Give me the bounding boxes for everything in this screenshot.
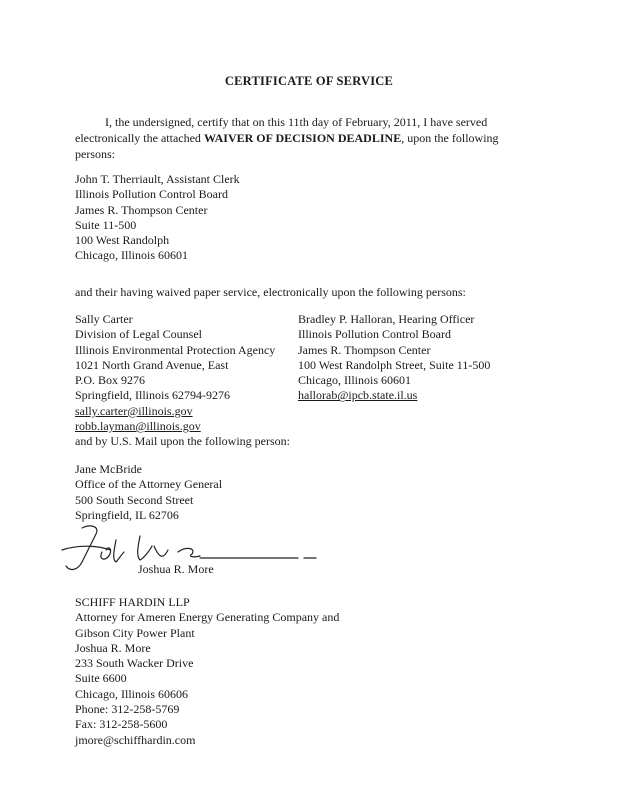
mail-service-intro: and by U.S. Mail upon the following person: — [75, 434, 290, 448]
firm-line: SCHIFF HARDIN LLP — [75, 595, 190, 609]
document-title: CERTIFICATE OF SERVICE — [224, 74, 394, 88]
address-line: Jane McBride — [75, 462, 142, 476]
email-link[interactable]: robb.layman@illinois.gov — [75, 419, 201, 434]
certification-paragraph — [75, 114, 520, 162]
address-line: James R. Thompson Center — [75, 202, 208, 217]
address-line: Bradley P. Halloran, Hearing Officer — [298, 312, 475, 326]
firm-line: Chicago, Illinois 60606 — [75, 686, 188, 701]
address-line: Division of Legal Counsel — [75, 327, 202, 342]
address-line: 100 West Randolph — [75, 233, 170, 248]
address-line: 500 South Second Street — [75, 492, 194, 507]
address-line: Springfield, Illinois 62794-9276 — [75, 388, 230, 403]
address-line: Illinois Environmental Protection Agency — [75, 342, 276, 357]
waived-service-intro: and their having waived paper service, electronically upon the following persons: — [75, 285, 466, 299]
right-recipient-address — [298, 312, 490, 404]
address-line: Sally Carter — [75, 312, 133, 326]
address-line: James R. Thompson Center — [298, 342, 431, 357]
certification-text-end: , upon the following persons: — [75, 131, 499, 161]
firm-line: Gibson City Power Plant — [75, 625, 195, 640]
firm-line: Phone: 312-258-5769 — [75, 702, 180, 717]
address-line: P.O. Box 9276 — [75, 373, 146, 388]
left-recipient-address — [75, 312, 275, 434]
address-line: Suite 11-500 — [75, 217, 137, 232]
firm-line: Fax: 312-258-5600 — [75, 717, 168, 732]
address-line: Illinois Pollution Control Board — [75, 187, 229, 202]
address-line: John T. Therriault, Assistant Clerk — [75, 172, 240, 186]
mail-recipient-address — [75, 462, 222, 523]
address-line: 1021 North Grand Avenue, East — [75, 357, 229, 372]
signer-name: Joshua R. More — [138, 562, 214, 576]
address-line: Illinois Pollution Control Board — [298, 327, 452, 342]
email-link[interactable]: sally.carter@illinois.gov — [75, 403, 193, 418]
address-line: Chicago, Illinois 60601 — [298, 373, 411, 388]
firm-line: 233 South Wacker Drive — [75, 656, 194, 671]
primary-recipient-address — [75, 172, 240, 264]
address-line: Office of the Attorney General — [75, 477, 223, 492]
address-line: 100 West Randolph Street, Suite 11-500 — [298, 357, 491, 372]
firm-signature-block — [75, 595, 339, 748]
certification-text: I, the undersigned, certify that on this 11th day of February, 2011, I have served electronically the attached — [75, 115, 488, 145]
firm-line: Suite 6600 — [75, 671, 127, 686]
address-line: Chicago, Illinois 60601 — [75, 248, 188, 263]
firm-email[interactable]: jmore@schiffhardin.com — [75, 732, 196, 747]
address-line: Springfield, IL 62706 — [75, 507, 179, 522]
email-link[interactable]: hallorab@ipcb.state.il.us — [298, 388, 418, 403]
document-name: WAIVER OF DECISION DEADLINE — [203, 131, 402, 145]
firm-line: Joshua R. More — [75, 640, 151, 655]
firm-line: Attorney for Ameren Energy Generating Company and — [75, 610, 340, 625]
